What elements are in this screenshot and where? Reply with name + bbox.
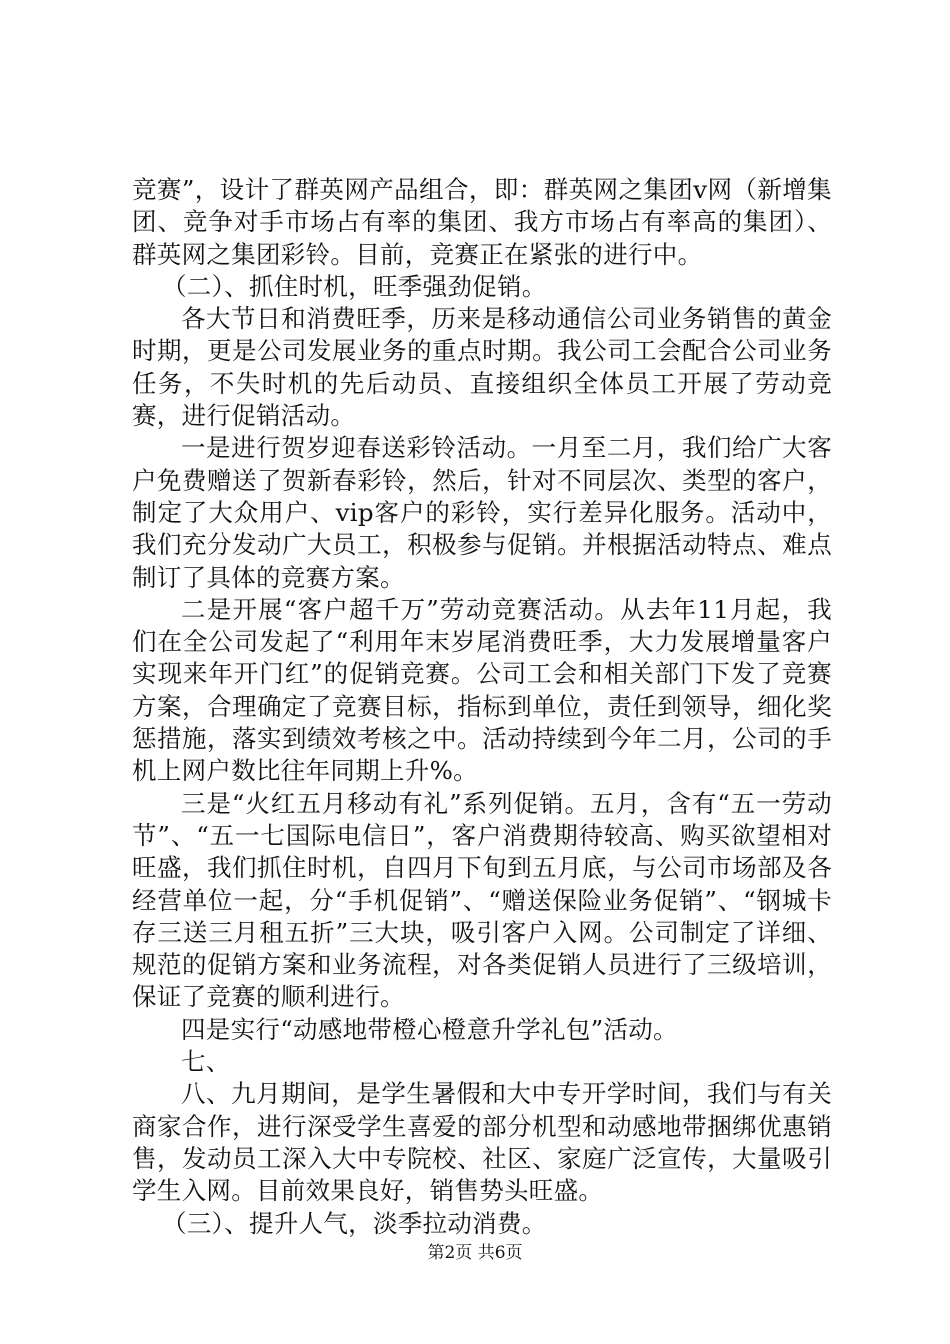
section-heading-2: （二）、抓住时机，旺季强劲促销。 [162, 271, 547, 301]
page-number-footer: 第2页 共6页 [427, 1243, 523, 1263]
document-body [132, 174, 832, 1240]
paragraph-3: 各大节日和消费旺季，历来是移动通信公司业务销售的黄金时期，更是公司发展业务的重点时期。我公司工会配合公司业务任务，不失时机的先后动员、直接组织全体员工开展了劳动竞赛，进行促销活动。 [132, 304, 832, 431]
paragraph-8: 七、 [181, 1047, 231, 1077]
paragraph-4: 一是进行贺岁迎春送彩铃活动。一月至二月，我们给广大客户免费赠送了贺新春彩铃，然后，针对不同层次、类型的客户，制定了大众用户、vip客户的彩铃，实行差异化服务。活动中，我们充分发动广大员工，积极参与促销。并根据活动特点、难点制订了具体的竞赛方案。 [132, 433, 832, 592]
paragraph-1: 竞赛”，设计了群英网产品组合，即：群英网之集团v网（新增集团、竞争对手市场占有率的集团、我方市场占有率高的集团）、群英网之集团彩铃。目前，竞赛正在紧张的进行中。 [132, 175, 832, 269]
section-heading-3: （三）、提升人气，淡季拉动消费。 [162, 1208, 547, 1238]
paragraph-9: 八、九月期间，是学生暑假和大中专开学时间，我们与有关商家合作，进行深受学生喜爱的部分机型和动感地带捆绑优惠销售，发动员工深入大中专院校、社区、家庭广泛宣传，大量吸引学生入网。目前效果良好，销售势头旺盛。 [132, 1079, 832, 1206]
paragraph-5: 二是开展“客户超千万”劳动竞赛活动。从去年11月起，我们在全公司发起了“利用年末岁尾消费旺季，大力发展增量客户实现来年开门红”的促销竞赛。公司工会和相关部门下发了竞赛方案，合理确定了竞赛目标，指标到单位，责任到领导，细化奖惩措施，落实到绩效考核之中。活动持续到今年二月，公司的手机上网户数比往年同期上升%。 [132, 594, 832, 786]
paragraph-7: 四是实行“动感地带橙心橙意升学礼包”活动。 [181, 1014, 678, 1044]
paragraph-6: 三是“火红五月移动有礼”系列促销。五月，含有“五一劳动节”、“五一七国际电信日”，客户消费期待较高、购买欲望相对旺盛，我们抓住时机，自四月下旬到五月底，与公司市场部及各经营单位一起，分“手机促销”、“赠送保险业务促销”、“钢城卡存三送三月租五折”三大块，吸引客户入网。公司制定了详细、规范的促销方案和业务流程，对各类促销人员进行了三级培训，保证了竞赛的顺利进行。 [132, 788, 832, 1012]
